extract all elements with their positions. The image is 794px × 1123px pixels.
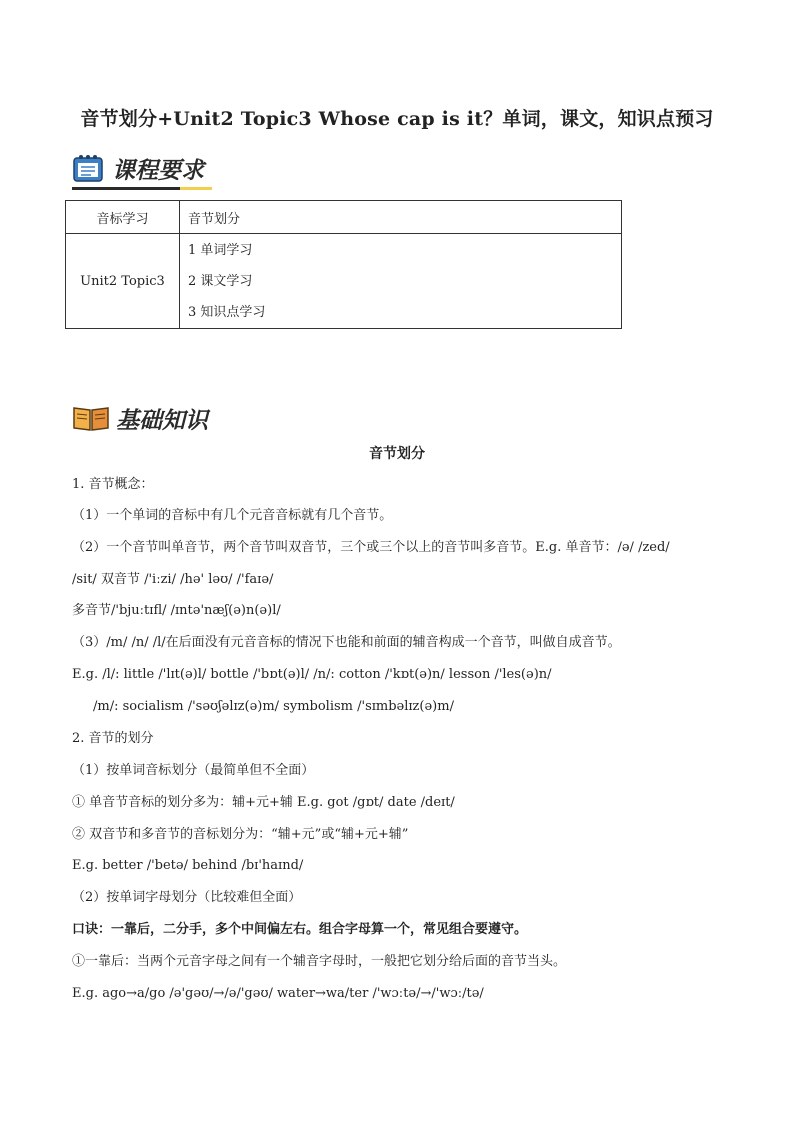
- section-underline: [72, 187, 180, 190]
- text-line: 2. 音节的划分: [72, 731, 154, 746]
- text-line: 1. 音节概念：: [72, 477, 154, 492]
- table-row: [66, 234, 622, 329]
- open-book-icon: [72, 403, 110, 433]
- section-title-requirements: 课程要求: [112, 157, 204, 184]
- content-heading: 音节划分: [369, 446, 425, 462]
- mnemonic-line: 口诀：一靠后，二分手，多个中间偏左右。组合字母算一个，常见组合要遵守。: [72, 922, 528, 937]
- table-cell: 音标学习: [66, 201, 180, 234]
- text-line: （2）一个音节叫单音节，两个音节叫双音节，三个或三个以上的音节叫多音节。E.g. 单音节：/ə/ /zed/: [72, 540, 670, 555]
- text-line: （2）按单词字母划分（比较难但全面）: [72, 890, 302, 905]
- text-line: E.g. /l/: little /'lɪt(ə)l/ bottle /'bɒt(ə)l/ /n/: cotton /'kɒt(ə)n/ lesson /'les(ə)n/: [72, 667, 552, 682]
- text-line: ①一靠后：当两个元音字母之间有一个辅音字母时，一般把它划分给后面的音节当头。: [72, 954, 567, 969]
- text-line: E.g. ago→a/go /ə'gəʊ/→/ə/'gəʊ/ water→wa/ter /'wɔːtə/→/'wɔː/tə/: [72, 986, 484, 1001]
- section-underline-accent: [180, 187, 212, 190]
- table-cell-list: [180, 234, 622, 329]
- list-item: 2 课文学习: [188, 273, 253, 289]
- table-row: [66, 201, 622, 234]
- text-line: E.g. better /'betə/ behind /bɪ'haɪnd/: [72, 858, 304, 873]
- text-line: ① 单音节音标的划分多为：辅+元+辅 E.g. got /gɒt/ date /deɪt/: [72, 795, 455, 810]
- list-item: 1 单词学习: [188, 242, 253, 258]
- list-item: 3 知识点学习: [188, 304, 266, 320]
- table-cell: Unit2 Topic3: [66, 234, 180, 329]
- notepad-icon: [72, 153, 106, 183]
- text-line: （1）按单词音标划分（最简单但不全面）: [72, 763, 315, 778]
- section-title-basics: 基础知识: [116, 407, 208, 434]
- text-line: 多音节/'bjuːtɪfl/ /ɪntə'næʃ(ə)n(ə)l/: [72, 603, 281, 618]
- page-title: 音节划分+Unit2 Topic3 Whose cap is it？单词，课文，知识点预习: [80, 108, 714, 130]
- text-line: （1）一个单词的音标中有几个元音音标就有几个音节。: [72, 508, 393, 523]
- section-header-requirements: [72, 148, 204, 188]
- requirements-table: [65, 200, 622, 329]
- text-line: /sit/ 双音节 /'iːzi/ /hə' ləʊ/ /'faɪə/: [72, 572, 274, 587]
- text-line: （3）/m/ /n/ /l/在后面没有元音音标的情况下也能和前面的辅音构成一个音节，叫做自成音节。: [72, 635, 621, 650]
- table-cell: 音节划分: [180, 201, 622, 234]
- section-header-basics: [72, 398, 208, 438]
- text-line: ② 双音节和多音节的音标划分为：“辅+元”或“辅+元+辅”: [72, 827, 409, 842]
- text-line: /m/: socialism /'səʊʃəlɪz(ə)m/ symbolism /'sɪmbəlɪz(ə)m/: [93, 699, 454, 714]
